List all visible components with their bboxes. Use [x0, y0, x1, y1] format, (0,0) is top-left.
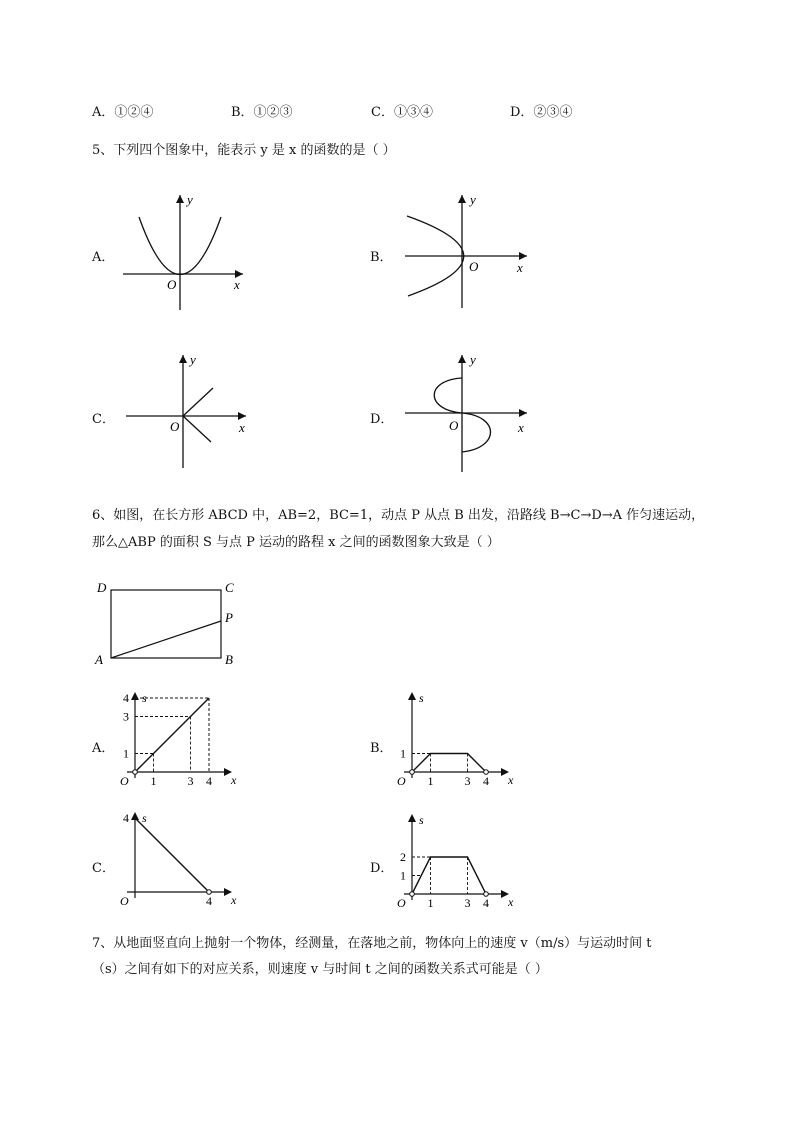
q4-option-b: B．①②③ [231, 105, 293, 120]
x-tick-label: 4 [483, 774, 489, 788]
x-tick-label: 4 [483, 896, 489, 910]
vertex-b-label: B [225, 652, 233, 667]
origin-label: O [449, 418, 459, 433]
series-line [412, 857, 486, 894]
q6-graph-c [115, 810, 240, 910]
q7-stem-line-1: 7、从地面竖直向上抛射一个物体，经测量，在落地之前，物体向上的速度 v（m/s）与运动时间 t [92, 936, 652, 951]
y-axis-arrow [408, 814, 416, 822]
origin-label: O [397, 896, 406, 910]
axis-s-label: s [142, 691, 147, 705]
data-point [410, 770, 415, 775]
origin-label: O [167, 277, 177, 292]
axis-x-label: x [508, 773, 514, 787]
x-tick-label: 1 [427, 774, 434, 788]
q5-label-a: A． [92, 250, 115, 265]
y-axis-arrow [131, 692, 139, 700]
axis-y-label: y [470, 192, 476, 207]
origin-label: O [120, 774, 129, 788]
q6-stem-line-1: 6、如图，在长方形 ABCD 中，AB=2，BC=1，动点 P 从点 B 出发，沿路线 B→C→D→A 作匀速运动， [92, 508, 705, 523]
y-tick-label: 4 [123, 811, 129, 825]
y-tick-label: 3 [123, 709, 129, 724]
q5-label-c: C． [92, 412, 115, 427]
vertex-c-label: C [225, 580, 234, 595]
origin-label: O [397, 774, 406, 788]
q4-option-d: D．②③④ [510, 105, 573, 120]
data-point [133, 770, 138, 775]
x-tick-label: 3 [187, 774, 194, 788]
q6-rectangle-figure [90, 578, 250, 673]
q5-graph-d [400, 350, 540, 475]
q5-label-d: D． [370, 412, 394, 427]
q5-graph-a [115, 190, 255, 315]
vertex-a-label: A [95, 652, 103, 667]
q5-label-b: B． [370, 250, 393, 265]
q6-graph-b [392, 690, 517, 790]
axis-x-label: x [231, 893, 237, 907]
x-tick-label: 3 [464, 774, 471, 788]
x-tick-label: 4 [206, 774, 212, 788]
q6-graph-d [392, 812, 517, 912]
axis-s-label: s [419, 813, 424, 827]
q6-label-d: D． [370, 861, 394, 876]
axis-x-label: x [231, 773, 237, 787]
y-tick-label: 1 [400, 868, 406, 883]
axis-y-label: y [187, 192, 193, 207]
q5-graph-c [118, 350, 258, 475]
axis-y-label: y [470, 352, 476, 367]
q6-label-b: B． [370, 741, 393, 756]
q6-stem-line-2: 那么△ABP 的面积 S 与点 P 运动的路程 x 之间的函数图象大致是（ ） [92, 535, 500, 550]
q6-label-a: A． [92, 741, 115, 756]
axis-x-label: x [239, 420, 245, 435]
series-line [135, 698, 209, 772]
y-tick-label: 1 [123, 746, 129, 761]
q6-graph-a [115, 690, 240, 790]
x-tick-label: 4 [206, 894, 212, 908]
series-line [412, 754, 486, 773]
origin-label: O [170, 419, 180, 434]
y-tick-label: 1 [400, 746, 406, 761]
x-tick-label: 1 [150, 774, 157, 788]
q6-label-c: C． [92, 861, 115, 876]
q5-graph-b [400, 190, 540, 315]
data-point [410, 892, 415, 897]
axis-x-label: x [234, 277, 240, 292]
origin-label: O [469, 259, 479, 274]
series-line [135, 818, 209, 892]
y-axis-arrow [408, 692, 416, 700]
x-tick-label: 1 [427, 896, 434, 910]
q4-option-a: A．①②④ [92, 105, 154, 120]
point-p-label: P [225, 610, 233, 625]
axis-x-label: x [508, 895, 514, 909]
q4-option-c: C．①③④ [371, 105, 433, 120]
axis-y-label: y [190, 352, 196, 367]
axis-x-label: x [517, 260, 523, 275]
q7-stem-line-2: （s）之间有如下的对应关系，则速度 v 与时间 t 之间的函数关系式可能是（ ） [92, 962, 548, 977]
x-tick-label: 3 [464, 896, 471, 910]
vertex-d-label: D [97, 580, 107, 595]
axis-s-label: s [419, 691, 424, 705]
origin-label: O [120, 894, 129, 908]
q5-stem: 5、下列四个图象中，能表示 y 是 x 的函数的是（ ） [92, 143, 396, 158]
axis-x-label: x [518, 420, 524, 435]
axis-s-label: s [142, 811, 147, 825]
y-tick-label: 4 [123, 691, 129, 705]
y-tick-label: 2 [400, 850, 406, 864]
